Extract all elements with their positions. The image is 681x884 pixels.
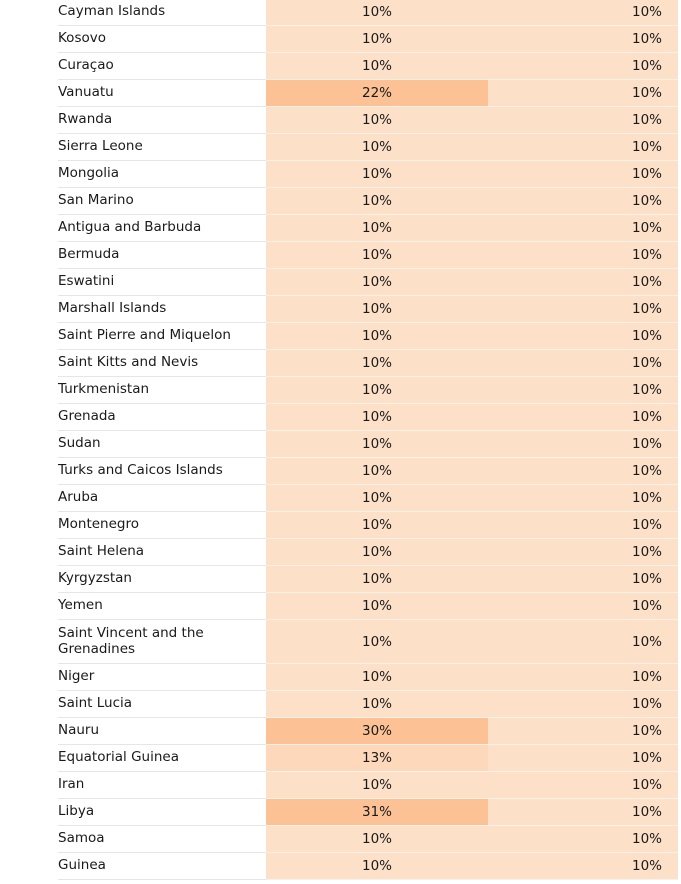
table-row	[58, 80, 678, 107]
country-cell: Kyrgyzstan	[58, 566, 266, 593]
rate-b-cell: 10%	[488, 745, 678, 772]
country-cell: Nauru	[58, 718, 266, 745]
rate-a-cell: 10%	[266, 323, 488, 350]
country-cell: Saint Helena	[58, 539, 266, 566]
table-row	[58, 620, 678, 664]
country-cell: San Marino	[58, 188, 266, 215]
country-cell: Saint Lucia	[58, 691, 266, 718]
country-cell: Equatorial Guinea	[58, 745, 266, 772]
rate-a-cell: 10%	[266, 593, 488, 620]
country-cell: Turks and Caicos Islands	[58, 458, 266, 485]
rate-b-cell: 10%	[488, 853, 678, 880]
country-cell: Grenada	[58, 404, 266, 431]
rate-a-cell: 10%	[266, 566, 488, 593]
table-row	[58, 512, 678, 539]
table-row	[58, 26, 678, 53]
table-row	[58, 853, 678, 880]
rate-b-cell: 10%	[488, 485, 678, 512]
rate-a-cell: 10%	[266, 853, 488, 880]
country-cell: Antigua and Barbuda	[58, 215, 266, 242]
table-row	[58, 593, 678, 620]
rate-a-cell: 10%	[266, 512, 488, 539]
country-cell: Iran	[58, 772, 266, 799]
rate-b-cell: 10%	[488, 512, 678, 539]
rate-b-cell: 10%	[488, 664, 678, 691]
rate-a-cell: 10%	[266, 404, 488, 431]
rate-b-cell: 10%	[488, 80, 678, 107]
rate-b-cell: 10%	[488, 296, 678, 323]
rate-a-cell: 10%	[266, 296, 488, 323]
rate-b-cell: 10%	[488, 718, 678, 745]
rate-a-cell: 10%	[266, 691, 488, 718]
rate-a-cell: 10%	[266, 53, 488, 80]
country-cell: Bermuda	[58, 242, 266, 269]
country-cell: Guinea	[58, 853, 266, 880]
table-row	[58, 826, 678, 853]
table-row	[58, 350, 678, 377]
rate-a-cell: 10%	[266, 826, 488, 853]
table-row	[58, 107, 678, 134]
rate-a-cell: 22%	[266, 80, 488, 107]
table-row	[58, 53, 678, 80]
rate-b-cell: 10%	[488, 53, 678, 80]
rate-a-cell: 10%	[266, 539, 488, 566]
rate-a-cell: 10%	[266, 215, 488, 242]
rate-a-cell: 10%	[266, 664, 488, 691]
country-cell: Curaçao	[58, 53, 266, 80]
country-cell: Kosovo	[58, 26, 266, 53]
table-row	[58, 188, 678, 215]
country-cell: Yemen	[58, 593, 266, 620]
country-cell: Rwanda	[58, 107, 266, 134]
rate-b-cell: 10%	[488, 691, 678, 718]
table-row	[58, 691, 678, 718]
country-cell: Montenegro	[58, 512, 266, 539]
country-cell: Cayman Islands	[58, 0, 266, 26]
table-row	[58, 161, 678, 188]
rate-b-cell: 10%	[488, 431, 678, 458]
country-cell: Sudan	[58, 431, 266, 458]
rate-a-cell: 10%	[266, 485, 488, 512]
rate-b-cell: 10%	[488, 350, 678, 377]
table-row	[58, 377, 678, 404]
country-cell: Saint Vincent and the Grenadines	[58, 620, 266, 664]
table-row	[58, 718, 678, 745]
rate-a-cell: 10%	[266, 107, 488, 134]
rate-b-cell: 10%	[488, 188, 678, 215]
rate-a-cell: 10%	[266, 772, 488, 799]
country-cell: Libya	[58, 799, 266, 826]
rate-b-cell: 10%	[488, 404, 678, 431]
rate-b-cell: 10%	[488, 539, 678, 566]
table-row	[58, 323, 678, 350]
rate-b-cell: 10%	[488, 458, 678, 485]
table-row	[58, 566, 678, 593]
rate-b-cell: 10%	[488, 377, 678, 404]
rate-a-cell: 10%	[266, 269, 488, 296]
rate-b-cell: 10%	[488, 215, 678, 242]
table-row	[58, 745, 678, 772]
country-cell: Aruba	[58, 485, 266, 512]
table-row	[58, 0, 678, 26]
table-row	[58, 772, 678, 799]
rate-b-cell: 10%	[488, 799, 678, 826]
rate-b-cell: 10%	[488, 593, 678, 620]
country-cell: Saint Pierre and Miquelon	[58, 323, 266, 350]
rate-a-cell: 10%	[266, 242, 488, 269]
table-row	[58, 269, 678, 296]
rate-a-cell: 10%	[266, 620, 488, 664]
country-cell: Marshall Islands	[58, 296, 266, 323]
rate-a-cell: 31%	[266, 799, 488, 826]
rate-b-cell: 10%	[488, 242, 678, 269]
rate-b-cell: 10%	[488, 107, 678, 134]
table-row	[58, 664, 678, 691]
country-cell: Turkmenistan	[58, 377, 266, 404]
table-row	[58, 431, 678, 458]
country-cell: Samoa	[58, 826, 266, 853]
tariff-table	[58, 0, 678, 880]
country-cell: Saint Kitts and Nevis	[58, 350, 266, 377]
table-row	[58, 539, 678, 566]
rate-b-cell: 10%	[488, 26, 678, 53]
rate-a-cell: 13%	[266, 745, 488, 772]
rate-a-cell: 10%	[266, 134, 488, 161]
rate-a-cell: 10%	[266, 377, 488, 404]
table-row	[58, 296, 678, 323]
rate-b-cell: 10%	[488, 826, 678, 853]
table-row	[58, 134, 678, 161]
rate-b-cell: 10%	[488, 323, 678, 350]
rate-b-cell: 10%	[488, 134, 678, 161]
rate-b-cell: 10%	[488, 269, 678, 296]
rate-a-cell: 10%	[266, 350, 488, 377]
table-row	[58, 242, 678, 269]
table-row	[58, 458, 678, 485]
country-cell: Eswatini	[58, 269, 266, 296]
rate-b-cell: 10%	[488, 620, 678, 664]
rate-a-cell: 10%	[266, 0, 488, 26]
rate-a-cell: 10%	[266, 431, 488, 458]
country-cell: Sierra Leone	[58, 134, 266, 161]
rate-b-cell: 10%	[488, 566, 678, 593]
table-row	[58, 404, 678, 431]
rate-b-cell: 10%	[488, 0, 678, 26]
rate-b-cell: 10%	[488, 161, 678, 188]
country-cell: Niger	[58, 664, 266, 691]
rate-a-cell: 10%	[266, 188, 488, 215]
rate-a-cell: 10%	[266, 26, 488, 53]
rate-a-cell: 10%	[266, 458, 488, 485]
table-row	[58, 215, 678, 242]
table-row	[58, 799, 678, 826]
rate-a-cell: 10%	[266, 161, 488, 188]
country-cell: Vanuatu	[58, 80, 266, 107]
rate-a-cell: 30%	[266, 718, 488, 745]
rate-b-cell: 10%	[488, 772, 678, 799]
table-row	[58, 485, 678, 512]
country-cell: Mongolia	[58, 161, 266, 188]
